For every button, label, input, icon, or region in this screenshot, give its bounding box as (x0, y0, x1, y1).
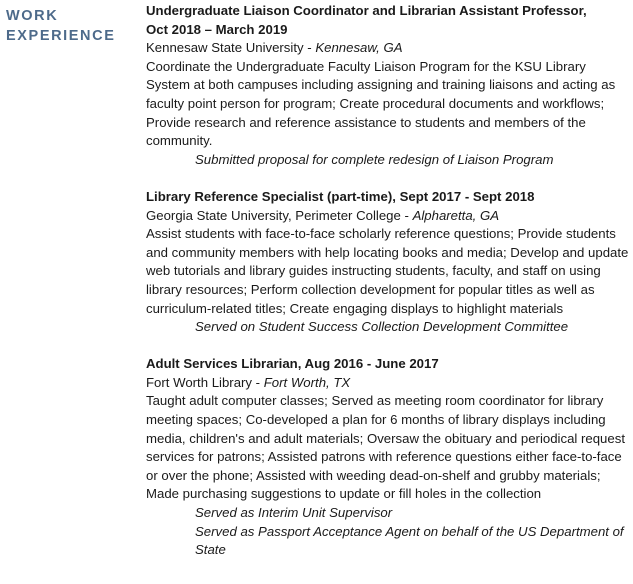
job-note: Submitted proposal for complete redesign of Liaison Program (195, 151, 554, 167)
job-description: Assist students with face-to-face scholarly reference questions; Provide students and community members with help locating books and media; Develop and update web tutorials and library guides instructing students, faculty, and staff on using library resources; Perform collection development for popular titles as well as curriculum-related titles; Create engaging displays to highlight materials (146, 226, 629, 316)
job-note: Served as Passport Acceptance Agent on behalf of the US Department of State (195, 523, 624, 558)
employer-location: Kennesaw, GA (315, 40, 403, 56)
employer-separator: - (252, 374, 264, 390)
employer-location: Alpharetta, GA (412, 207, 500, 223)
employer-line (146, 374, 632, 393)
job-dates: Oct 2018 – March 2019 (146, 21, 288, 37)
section-heading-line1: WORK (6, 8, 59, 24)
job-title: Library Reference Specialist (part-time), Sept 2017 - Sept 2018 (146, 188, 535, 204)
job-description: Coordinate the Undergraduate Faculty Liaison Program for the KSU Library System at both campuses including assigning and training liaisons and acting as faculty point person for program; Create procedural documents and workflows; Provide research and reference assistance to students and members of the community. (146, 58, 616, 149)
employer-separator: - (303, 40, 316, 56)
job-description: Taught adult computer classes; Served as meeting room coordinator for library meeting spaces; Co-developed a plan for 6 months of library displays including media, children's and adult materials; Oversaw the obituary and periodical request services for patrons; Assisted patrons with reference questions either face-to-face or over the phone; Assisted with weeding dead-on-shelf and grubby materials; Made purchasing suggestions to update or fill holes in the collection (146, 393, 625, 502)
job-entry-ksu (146, 2, 632, 169)
work-experience-list (146, 2, 632, 578)
employer-separator: - (400, 207, 413, 223)
job-note: Served as Interim Unit Supervisor (195, 505, 393, 521)
job-entry-fwl (146, 355, 632, 560)
employer-line (146, 39, 632, 58)
employer-location: Fort Worth, TX (263, 374, 351, 390)
section-heading (6, 6, 115, 46)
job-title: Undergraduate Liaison Coordinator and Librarian Assistant Professor, (146, 3, 587, 18)
employer-line (146, 207, 632, 226)
employer-name: Georgia State University, Perimeter College (146, 207, 401, 223)
employer-name: Fort Worth Library (146, 374, 253, 390)
job-note: Served on Student Success Collection Development Committee (195, 319, 569, 335)
section-heading-line2: EXPERIENCE (6, 28, 116, 44)
employer-name: Kennesaw State University (146, 40, 304, 56)
job-title: Adult Services Librarian, Aug 2016 - June 2017 (146, 356, 439, 372)
job-entry-gsu (146, 188, 632, 337)
